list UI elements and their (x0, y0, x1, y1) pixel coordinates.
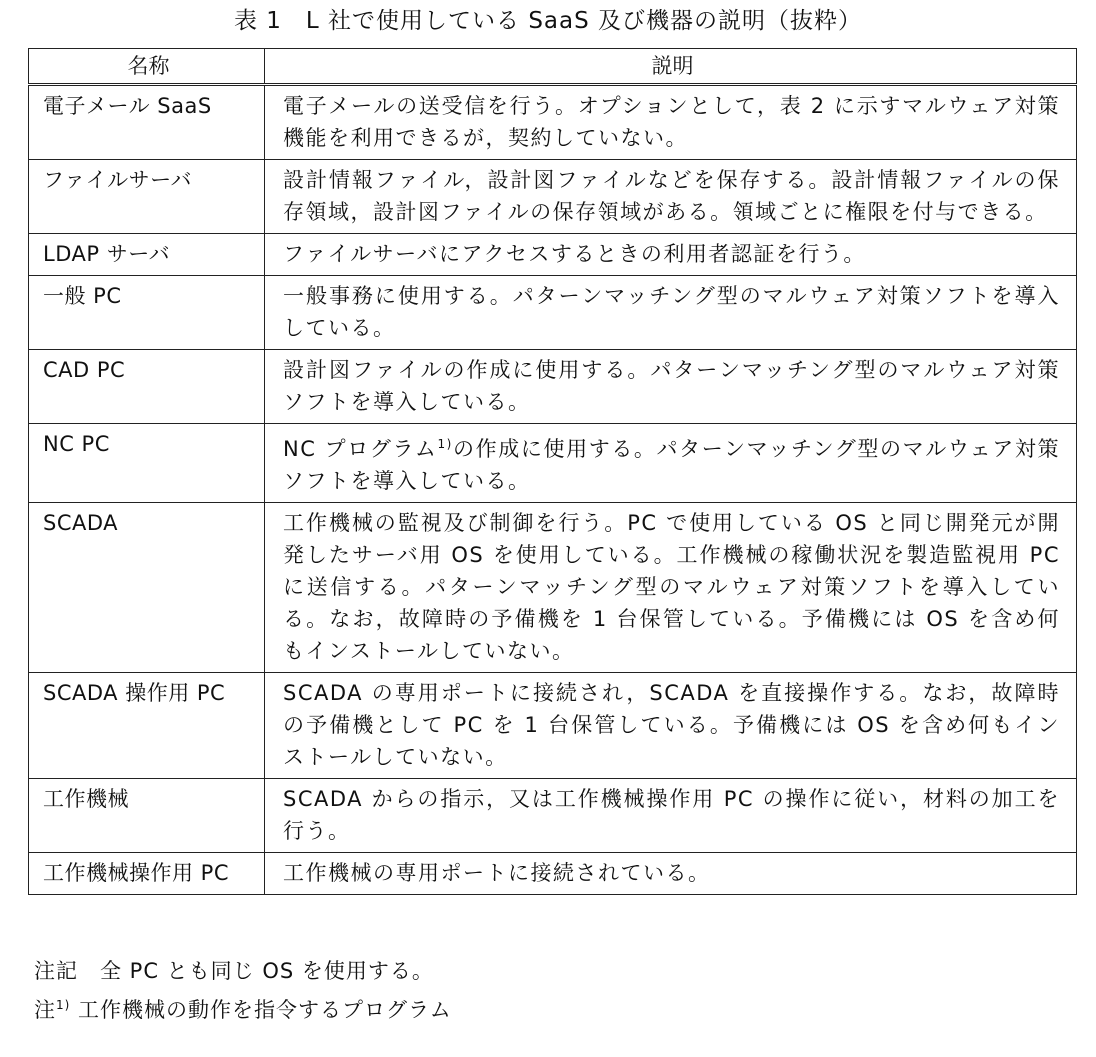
row-name: SCADA 操作用 PC (29, 673, 265, 779)
table-title: 表 1 L 社で使用している SaaS 及び機器の説明（抜粋） (233, 8, 863, 34)
header-description: 説明 (265, 49, 1077, 85)
table-row (29, 673, 1077, 779)
nc-program-term: NC プログラム (283, 437, 438, 461)
row-description-text: の作成に使用する。パターンマッチング型のマルウェア対策ソフトを導入している。 (283, 437, 1060, 493)
table-row (29, 424, 1077, 503)
row-name: LDAP サーバ (29, 234, 265, 276)
table-row (29, 779, 1077, 853)
note-general: 注記 全 PC とも同じ OS を使用する。 (34, 959, 434, 983)
row-name: 工作機械 (29, 779, 265, 853)
header-name: 名称 (29, 49, 265, 85)
row-description: 一般事務に使用する。パターンマッチング型のマルウェア対策ソフトを導入している。 (265, 276, 1077, 350)
footnote-marker: 1) (56, 998, 71, 1012)
footnote-marker: 1) (437, 437, 453, 451)
row-description: SCADA の専用ポートに接続され，SCADA を直接操作する。なお，故障時の予備機として PC を 1 台保管している。予備機には OS を含め何もインストールしていない。 (265, 673, 1077, 779)
row-description: ファイルサーバにアクセスするときの利用者認証を行う。 (265, 234, 1077, 276)
table-row (29, 853, 1077, 895)
footnotes (34, 954, 452, 1027)
row-name: 工作機械操作用 PC (29, 853, 265, 895)
row-name: 一般 PC (29, 276, 265, 350)
table-header-row (29, 49, 1077, 85)
row-description: 工作機械の監視及び制御を行う。PC で使用している OS と同じ開発元が開発したサーバ用 OS を使用している。工作機械の稼働状況を製造監視用 PC に送信する。パターンマッチング型のマルウェア対策ソフトを導入している。なお，故障時の予備機を 1 台保管している。予備機には OS を含め何もインストールしていない。 (265, 503, 1077, 673)
row-name: SCADA (29, 503, 265, 673)
row-name: NC PC (29, 424, 265, 503)
row-description: 設計図ファイルの作成に使用する。パターンマッチング型のマルウェア対策ソフトを導入している。 (265, 350, 1077, 424)
note-footnote-1 (34, 988, 452, 1027)
row-description: SCADA からの指示，又は工作機械操作用 PC の操作に従い，材料の加工を行う。 (265, 779, 1077, 853)
row-description (265, 424, 1077, 503)
note-prefix: 注 (34, 998, 56, 1022)
row-name: CAD PC (29, 350, 265, 424)
row-description: 設計情報ファイル，設計図ファイルなどを保存する。設計情報ファイルの保存領域，設計図ファイルの保存領域がある。領域ごとに権限を付与できる。 (265, 160, 1077, 234)
table-row (29, 85, 1077, 160)
row-description: 電子メールの送受信を行う。オプションとして，表 2 に示すマルウェア対策機能を利用できるが，契約していない。 (265, 85, 1077, 160)
table-row (29, 276, 1077, 350)
table-row (29, 503, 1077, 673)
row-name: 電子メール SaaS (29, 85, 265, 160)
row-name: ファイルサーバ (29, 160, 265, 234)
table-row (29, 234, 1077, 276)
table-row (29, 350, 1077, 424)
table-row (29, 160, 1077, 234)
row-description: 工作機械の専用ポートに接続されている。 (265, 853, 1077, 895)
note-text: 工作機械の動作を指令するプログラム (70, 998, 452, 1022)
saas-device-table (28, 48, 1077, 895)
